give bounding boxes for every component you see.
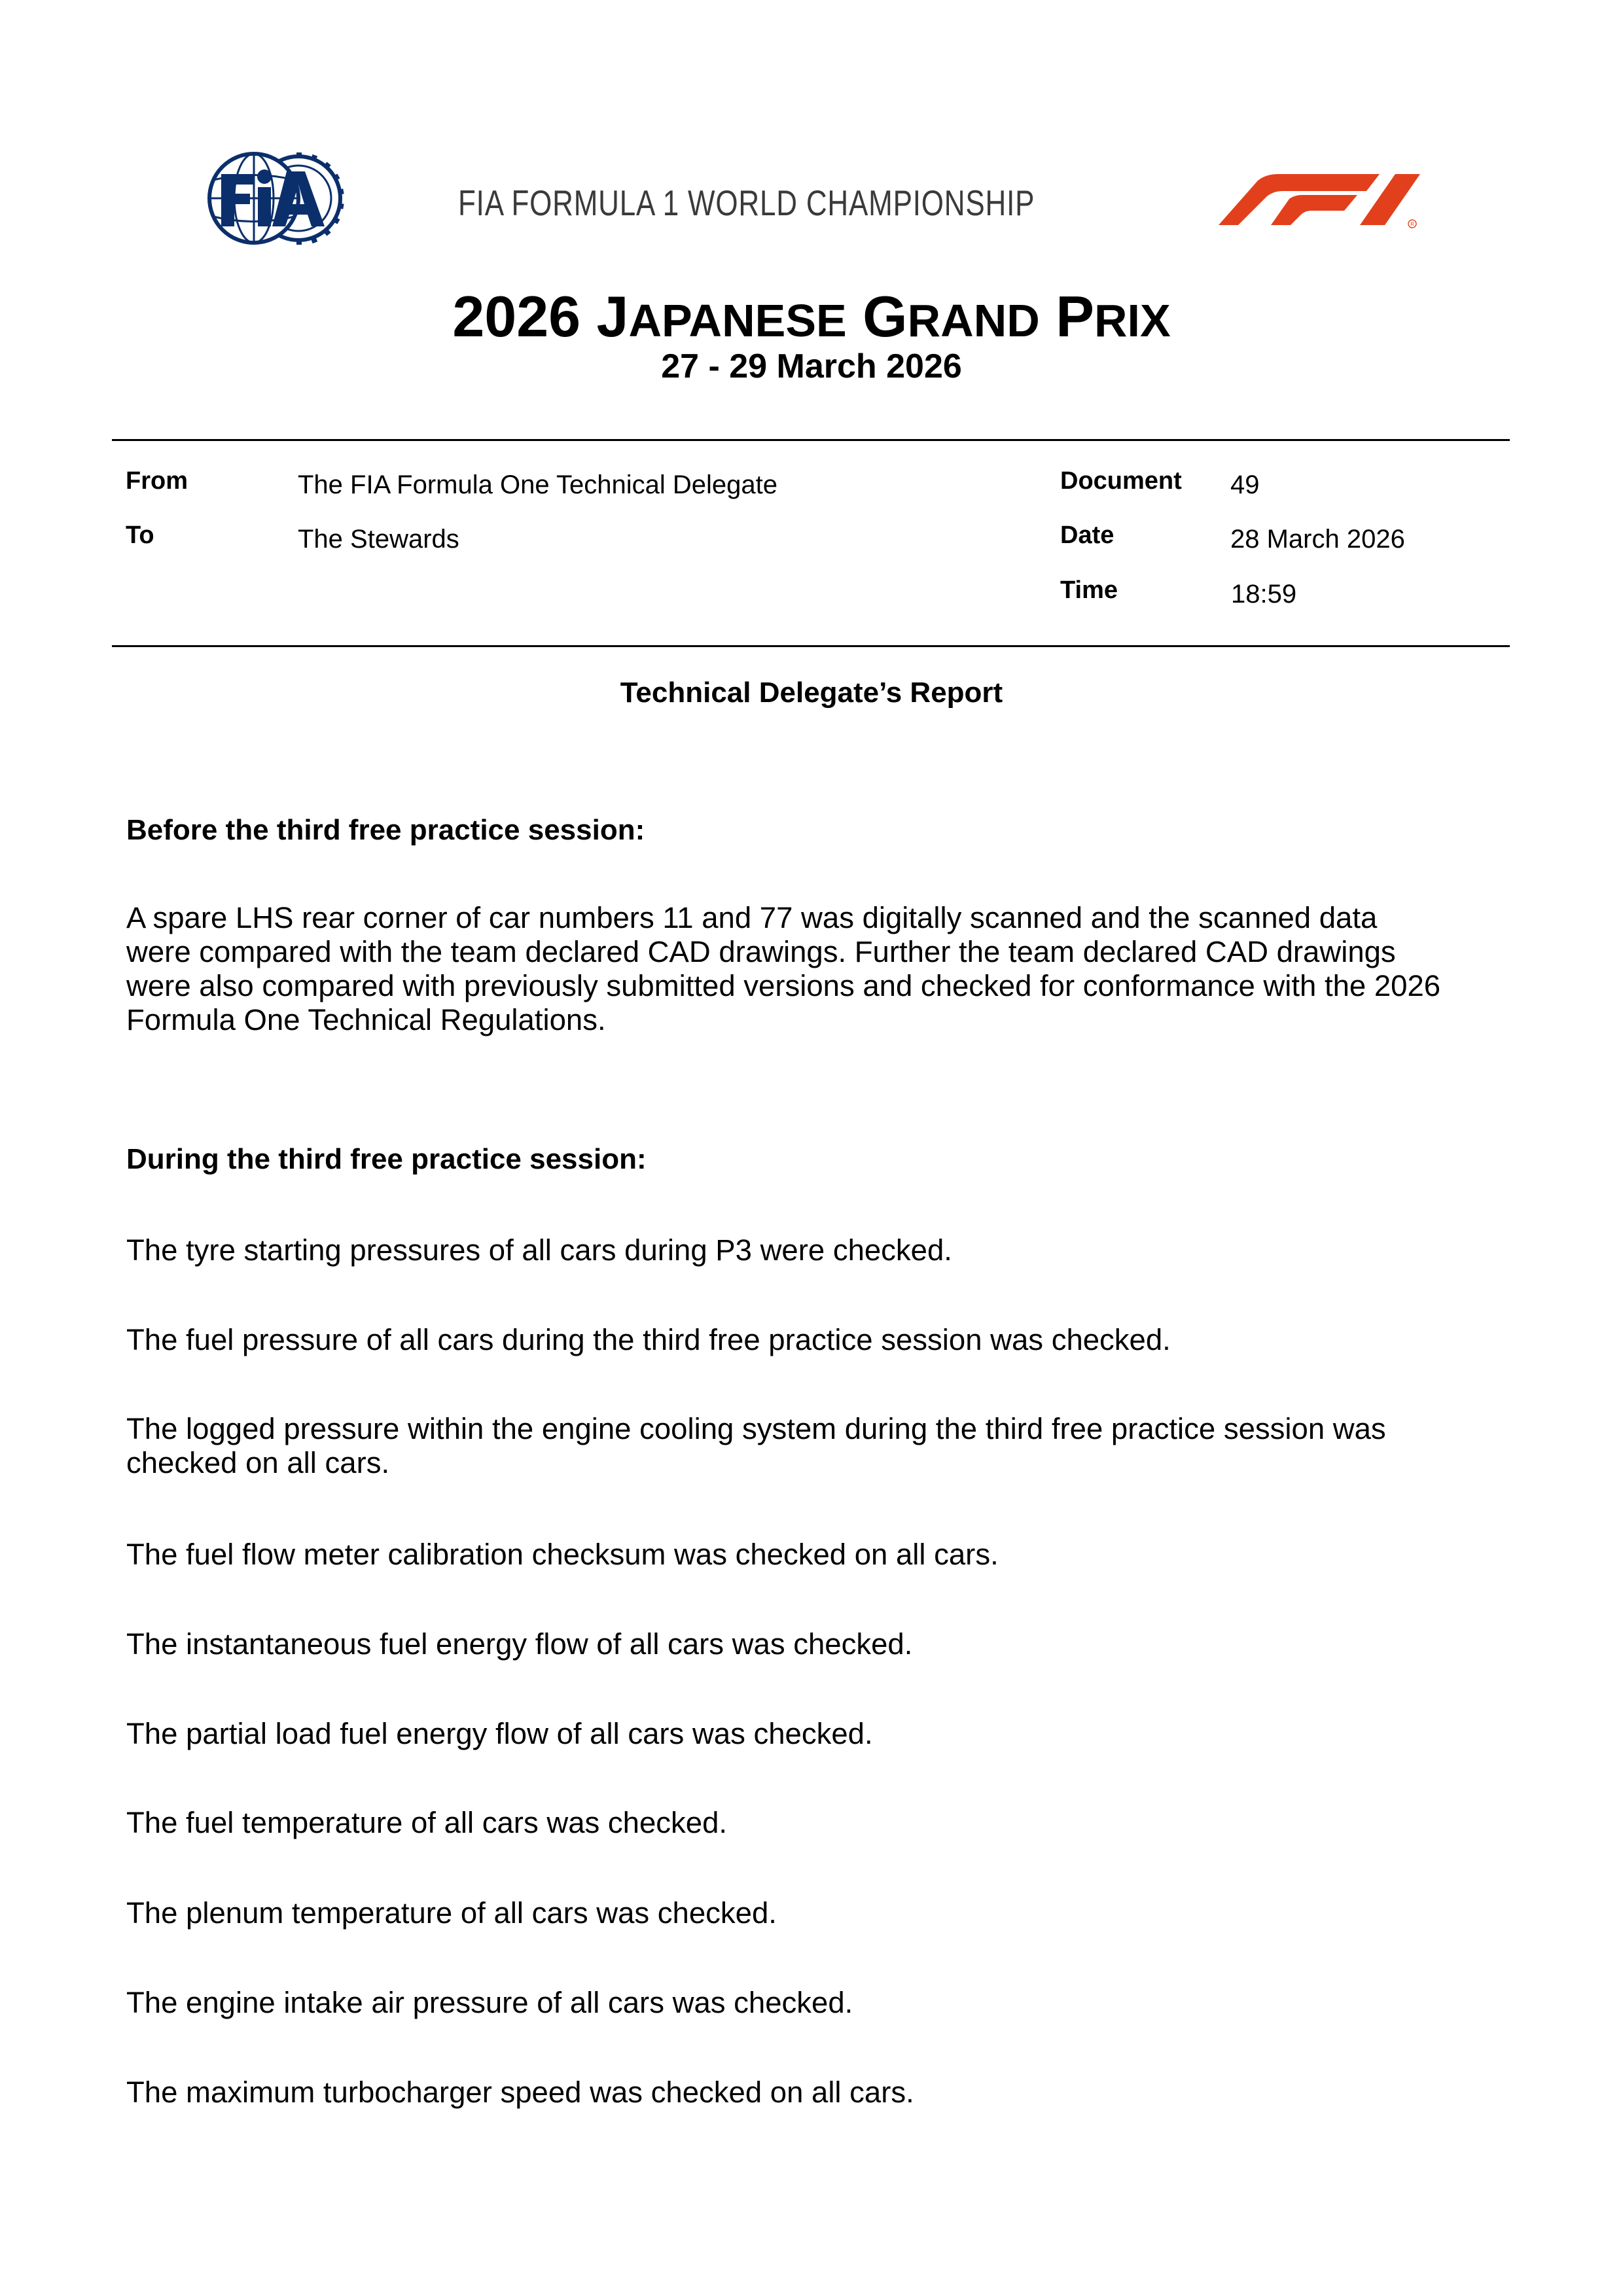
- f1-logo: [1219, 171, 1421, 230]
- title-initial: P: [1056, 284, 1094, 349]
- date-value: 28 March 2026: [1230, 525, 1405, 554]
- title-word-1: [597, 284, 847, 349]
- check-item: [126, 2075, 1514, 2110]
- paragraph-line: were compared with the team declared CAD drawings. Further the team declared CAD drawings: [126, 935, 1396, 968]
- from-label: From: [126, 467, 188, 495]
- svg-text:R: R: [1410, 221, 1414, 227]
- to-label: To: [126, 521, 154, 549]
- title-initial: G: [863, 284, 908, 349]
- section-heading-during: During the third free practice session:: [126, 1143, 647, 1175]
- paragraph-scan: [126, 901, 1514, 1037]
- document-label: Document: [1060, 467, 1182, 495]
- title-initial: J: [596, 284, 629, 349]
- fia-logo: [207, 150, 347, 246]
- paragraph-line: were also compared with previously submitted versions and checked for conformance with the 2026: [126, 969, 1441, 1002]
- check-text: The engine intake air pressure of all cars was checked.: [126, 1986, 853, 2019]
- date-label: Date: [1060, 521, 1115, 549]
- championship-title: FIA FORMULA 1 WORLD CHAMPIONSHIP: [458, 183, 1035, 223]
- paragraph-line: A spare LHS rear corner of car numbers 11 and 77 was digitally scanned and the scanned data: [126, 901, 1378, 934]
- check-item: [126, 1627, 1514, 1661]
- check-item: [126, 1806, 1514, 1840]
- check-text: The fuel temperature of all cars was checked.: [126, 1806, 728, 1839]
- report-title: Technical Delegate’s Report: [620, 677, 1003, 709]
- check-text: The maximum turbocharger speed was checked on all cars.: [126, 2075, 914, 2109]
- check-text: The fuel flow meter calibration checksum was checked on all cars.: [126, 1538, 999, 1571]
- check-text: The partial load fuel energy flow of all cars was checked.: [126, 1717, 873, 1750]
- title-year: 2026: [452, 284, 581, 349]
- divider-top: [112, 439, 1510, 441]
- check-item: [126, 1717, 1514, 1751]
- check-text: checked on all cars.: [126, 1446, 390, 1479]
- check-item: [126, 1412, 1514, 1480]
- title-word-3: [1056, 284, 1170, 349]
- paragraph-line: Formula One Technical Regulations.: [126, 1003, 606, 1036]
- to-value: The Stewards: [298, 525, 459, 554]
- document-value: 49: [1230, 470, 1260, 499]
- check-text: The fuel pressure of all cars during the third free practice session was checked.: [126, 1323, 1171, 1356]
- event-dates: 27 - 29 March 2026: [661, 347, 962, 385]
- time-value: 18:59: [1231, 580, 1297, 609]
- divider-bottom: [112, 645, 1510, 647]
- title-rest: APANESE: [628, 295, 847, 346]
- title-rest: RAND: [907, 295, 1040, 346]
- check-text: The tyre starting pressures of all cars during P3 were checked.: [126, 1233, 952, 1267]
- check-text: The plenum temperature of all cars was checked.: [126, 1896, 777, 1930]
- page-title: [0, 284, 1623, 349]
- section-heading-before: Before the third free practice session:: [126, 814, 645, 846]
- check-item: [126, 1986, 1514, 2020]
- f1-logo-icon: [1219, 171, 1421, 230]
- from-value: The FIA Formula One Technical Delegate: [298, 470, 777, 499]
- check-item: [126, 1538, 1514, 1572]
- title-word-2: [863, 284, 1040, 349]
- check-item: [126, 1233, 1514, 1267]
- fia-logo-icon: [207, 150, 347, 246]
- time-label: Time: [1060, 576, 1118, 604]
- check-item: [126, 1896, 1514, 1930]
- check-item: [126, 1323, 1514, 1357]
- check-text: The logged pressure within the engine cooling system during the third free practice session was: [126, 1412, 1386, 1445]
- check-text: The instantaneous fuel energy flow of all cars was checked.: [126, 1627, 913, 1661]
- title-rest: RIX: [1094, 295, 1171, 346]
